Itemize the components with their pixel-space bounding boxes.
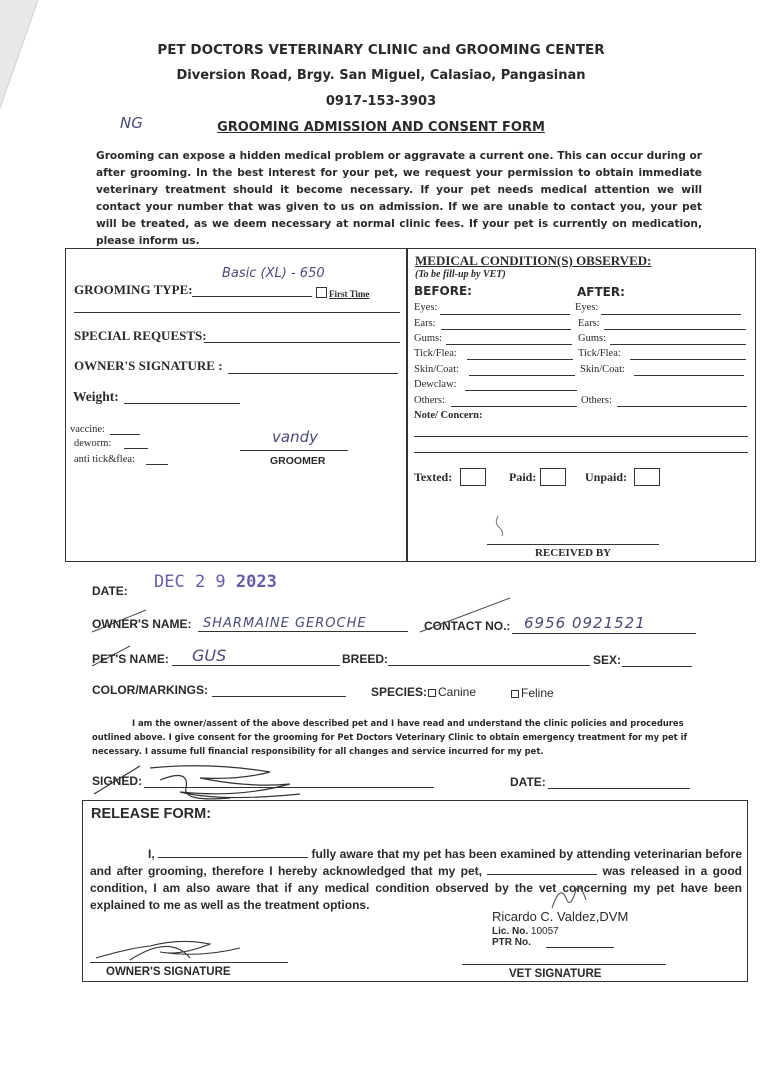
contact-value[interactable]: 6956 0921521 (524, 614, 646, 632)
after-line-gums[interactable] (610, 344, 746, 345)
after-line-tickflea[interactable] (630, 359, 746, 360)
lic-value: 10057 (530, 926, 559, 937)
pet-name-line (172, 665, 340, 666)
feline-option[interactable] (511, 686, 554, 700)
owner-release-signature-label: OWNER'S SIGNATURE (106, 966, 231, 978)
after-row-eyes: Eyes: (575, 302, 599, 313)
canine-option[interactable] (428, 685, 476, 699)
after-line-skincoat[interactable] (634, 375, 744, 376)
before-row-tickflea: Tick/Flea: (414, 348, 457, 359)
species-label: SPECIES: (371, 685, 428, 699)
pet-name-value[interactable]: GUS (192, 646, 227, 665)
deworm-label: deworm: (74, 438, 112, 449)
note-label: Note/ Concern: (414, 410, 483, 421)
anti-tick-line[interactable] (146, 464, 168, 465)
special-requests-label: SPECIAL REQUESTS: (74, 328, 207, 343)
before-line-eyes[interactable] (440, 314, 570, 315)
release-i: I, (148, 847, 155, 861)
grooming-type-line (192, 296, 312, 297)
others-before-label: Others: (414, 395, 445, 406)
canine-label: Canine (438, 685, 477, 699)
unpaid-label: Unpaid: (585, 470, 628, 484)
after-row-tickflea: Tick/Flea: (578, 348, 621, 359)
feline-checkbox[interactable] (511, 690, 519, 698)
weight-line[interactable] (124, 403, 240, 404)
first-time-checkbox[interactable] (316, 287, 369, 299)
grooming-type-line-2 (74, 312, 400, 313)
signed-label: SIGNED: (92, 774, 143, 788)
grooming-type-label: GROOMING TYPE: (74, 282, 193, 297)
release-text-2: fully aware that my pet has been examined by attending veterinarian before and after grooming, therefore I hereby acknowledged that my pet, (90, 847, 742, 878)
clinic-address: Diversion Road, Brgy. San Miguel, Calasiao, Pangasinan (176, 68, 586, 83)
received-by-line[interactable] (487, 544, 659, 545)
release-name-blank[interactable] (158, 847, 308, 858)
contact-line (512, 633, 696, 634)
lic-label: Lic. No. (492, 926, 529, 937)
after-row-ears: Ears: (578, 318, 600, 329)
owner-name-label: OWNER'S NAME: (92, 617, 192, 631)
clinic-phone: 0917-153-3903 (325, 94, 437, 109)
vet-signature-label: VET SIGNATURE (509, 968, 602, 980)
received-mark (492, 514, 512, 538)
canine-checkbox[interactable] (428, 689, 436, 697)
owner-name-value[interactable]: SHARMAINE GEROCHE (203, 616, 367, 631)
handwritten-code: NG (120, 114, 143, 132)
before-row-eyes: Eyes: (414, 302, 438, 313)
medical-title: MEDICAL CONDITION(S) OBSERVED: (415, 253, 652, 268)
after-label: AFTER: (577, 285, 625, 299)
paid-label: Paid: (509, 470, 537, 484)
consent-text: I am the owner/assent of the above described pet and I have read and understand the clinic policies and procedures outlined above. I give consent for the grooming for Pet Doctors Veterinary Clinic to obtain emergency treatment for my pet if necessary. I assume full financial responsibility for all changes and service incurred for my pet. (92, 718, 688, 756)
vaccine-label: vaccine: (70, 424, 105, 435)
date-stamp-year: 2023 (235, 572, 277, 592)
others-after-label: Others: (581, 395, 612, 406)
before-line-skincoat[interactable] (469, 375, 575, 376)
texted-checkbox[interactable] (460, 468, 486, 486)
before-line-tickflea[interactable] (467, 359, 573, 360)
dewclaw-line[interactable] (465, 390, 577, 391)
before-line-ears[interactable] (441, 329, 571, 330)
after-line-ears[interactable] (604, 329, 746, 330)
sex-line[interactable] (622, 666, 692, 667)
grooming-type-value[interactable]: Basic (XL) - 650 (222, 266, 325, 281)
vet-name: Ricardo C. Valdez,DVM (492, 909, 629, 924)
pet-name-label: PET'S NAME: (92, 652, 169, 666)
before-line-gums[interactable] (446, 344, 572, 345)
date2-label: DATE: (510, 775, 546, 789)
vet-ptr (492, 937, 531, 948)
received-by-label: RECEIVED BY (535, 547, 612, 559)
top-panel-divider (406, 249, 408, 561)
note-line-1[interactable] (414, 436, 748, 437)
vet-signature-line[interactable] (462, 964, 666, 965)
breed-label: BREED: (342, 652, 389, 666)
vet-lic (492, 926, 559, 937)
release-pet-blank[interactable] (487, 864, 597, 875)
form-title: GROOMING ADMISSION AND CONSENT FORM (217, 120, 545, 135)
color-line[interactable] (212, 696, 346, 697)
anti-tick-label: anti tick&flea: (74, 454, 135, 465)
groomer-signature: vandy (272, 428, 318, 446)
unpaid-checkbox[interactable] (634, 468, 660, 486)
release-text-3: was released in a good condition, I am also aware that if any medical condition observed by the vet concerning my pet have been explained to me as well as the treatment options. (90, 864, 742, 912)
release-title: RELEASE FORM: (91, 806, 212, 822)
before-row-skincoat: Skin/Coat: (414, 364, 459, 375)
ptr-label: PTR No. (492, 937, 531, 948)
after-line-eyes[interactable] (601, 314, 741, 315)
date-stamp-month-day: DEC 2 9 (154, 572, 226, 592)
clinic-name: PET DOCTORS VETERINARY CLINIC and GROOMING CENTER (157, 42, 605, 58)
others-after-line[interactable] (617, 406, 747, 407)
breed-line[interactable] (388, 665, 590, 666)
groomer-label: GROOMER (270, 455, 326, 467)
before-row-ears: Ears: (414, 318, 436, 329)
color-label: COLOR/MARKINGS: (92, 683, 208, 697)
sex-label: SEX: (593, 653, 622, 667)
weight-label: Weight: (73, 389, 119, 404)
release-text (90, 846, 742, 914)
medical-subtitle: (To be fill-up by VET) (415, 269, 506, 280)
vet-initials-scribble (546, 880, 596, 920)
deworm-line[interactable] (124, 448, 148, 449)
owner-signature-line[interactable] (228, 373, 398, 374)
first-time-label: First Time (329, 289, 370, 299)
dewclaw-label: Dewclaw: (414, 379, 457, 390)
before-label: BEFORE: (414, 284, 472, 298)
texted-label: Texted: (414, 470, 453, 484)
groomer-line (240, 450, 348, 451)
vaccine-line[interactable] (110, 434, 140, 435)
note-line-2[interactable] (414, 452, 748, 453)
feline-label: Feline (521, 686, 554, 700)
date2-line[interactable] (548, 788, 690, 789)
owner-signature-label: OWNER'S SIGNATURE : (74, 358, 223, 373)
owner-release-signature-line[interactable] (90, 962, 288, 963)
special-requests-line[interactable] (204, 342, 400, 343)
date-stamp (154, 572, 277, 592)
first-time-box[interactable] (316, 287, 327, 298)
contact-label: CONTACT NO.: (424, 619, 511, 633)
date-label: DATE: (92, 584, 128, 598)
intro-paragraph: Grooming can expose a hidden medical problem or aggravate a current one. This can occur during or after grooming. In the best interest for your pet, we request your permission to obtain immediate veterinary treatment should it become necessary. If your pet needs medical attention we will contact your number that was given to us on admission. If we are unable to contact you, your pet will be treated, as we deem necessary at normal clinic fees. If your pet is currently on medication, please inform us. (96, 150, 702, 247)
before-row-gums: Gums: (414, 333, 443, 344)
ptr-line[interactable] (546, 947, 614, 948)
after-row-gums: Gums: (578, 333, 607, 344)
others-before-line[interactable] (451, 406, 577, 407)
after-row-skincoat: Skin/Coat: (580, 364, 625, 375)
paid-checkbox[interactable] (540, 468, 566, 486)
